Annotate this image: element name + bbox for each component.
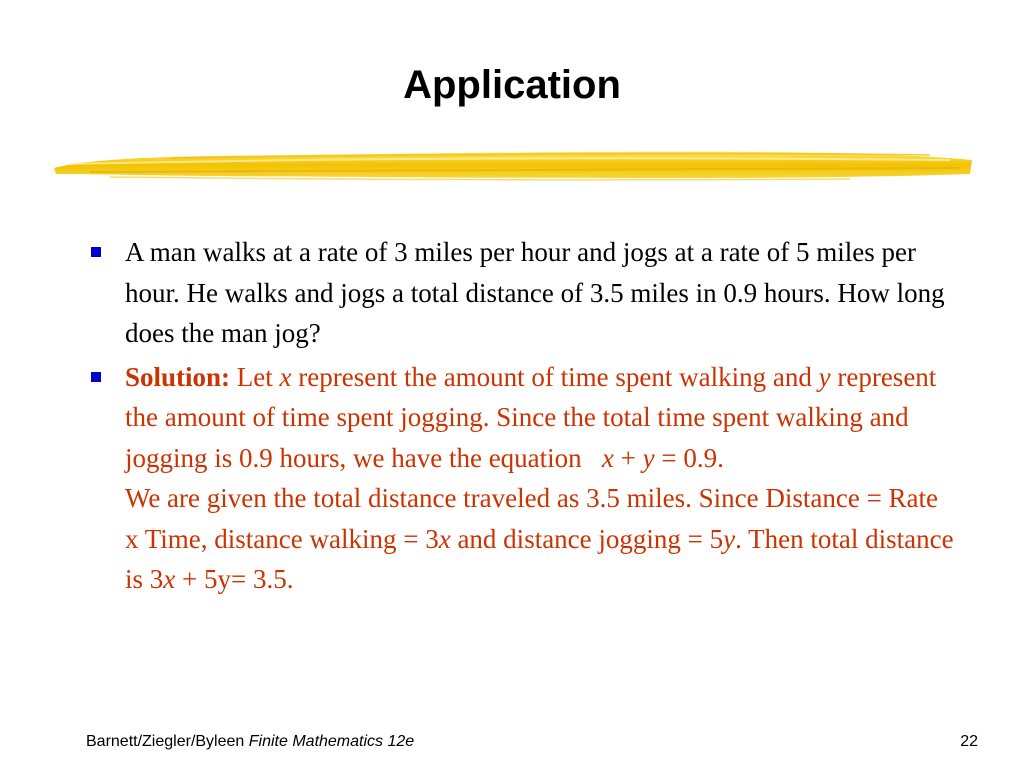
slide-title: Application [403, 63, 621, 107]
solution-text [125, 357, 958, 600]
bullet-problem [88, 232, 958, 354]
solution-second-paragraph [125, 478, 958, 600]
bullet-solution [88, 357, 958, 600]
bullet-square-icon [91, 372, 101, 382]
problem-text: A man walks at a rate of 3 miles per hour and jogs at a rate of 5 miles per hour. He walks and jogs a total distance of 3.5 miles in 0.9 hours. How long does the man jog? [125, 237, 945, 348]
solution-text-fragment: represent the amount of time spent jogging. Since the total time spent walking and jogging is 0.9 hours, we have the equation [125, 361, 937, 473]
variable-y: y [642, 442, 655, 473]
solution-text-fragment: . Then total distance is 3 [125, 523, 954, 594]
variable-x: x [438, 523, 451, 554]
bullet-square-icon [91, 247, 101, 257]
solution-text-fragment: = 0.9. [654, 442, 724, 473]
variable-x: x [601, 442, 614, 473]
solution-text-fragment: We are given the total distance traveled as 3.5 miles. Since Distance = Rate x Time, distance walking = 3 [125, 483, 939, 554]
variable-x: x [163, 564, 176, 594]
variable-y: y [818, 361, 831, 392]
solution-label: Solution: [125, 361, 231, 392]
footer-book-title: Finite Mathematics 12e [248, 733, 415, 750]
footer-citation [86, 733, 414, 751]
solution-text-fragment: and distance jogging = 5 [450, 523, 724, 554]
footer-authors: Barnett/Ziegler/Byleen [86, 733, 245, 750]
page-number: 22 [960, 733, 978, 750]
variable-x: x [279, 361, 292, 392]
solution-text-fragment: represent the amount of time spent walking and [291, 361, 819, 392]
solution-text-fragment: + 5y= 3.5. [175, 564, 294, 594]
title-underline-brushstroke [50, 140, 976, 188]
variable-y: y [723, 523, 736, 554]
solution-text-fragment: Let [230, 361, 280, 392]
solution-text-fragment: + [613, 442, 643, 473]
bullet-list [88, 232, 958, 603]
